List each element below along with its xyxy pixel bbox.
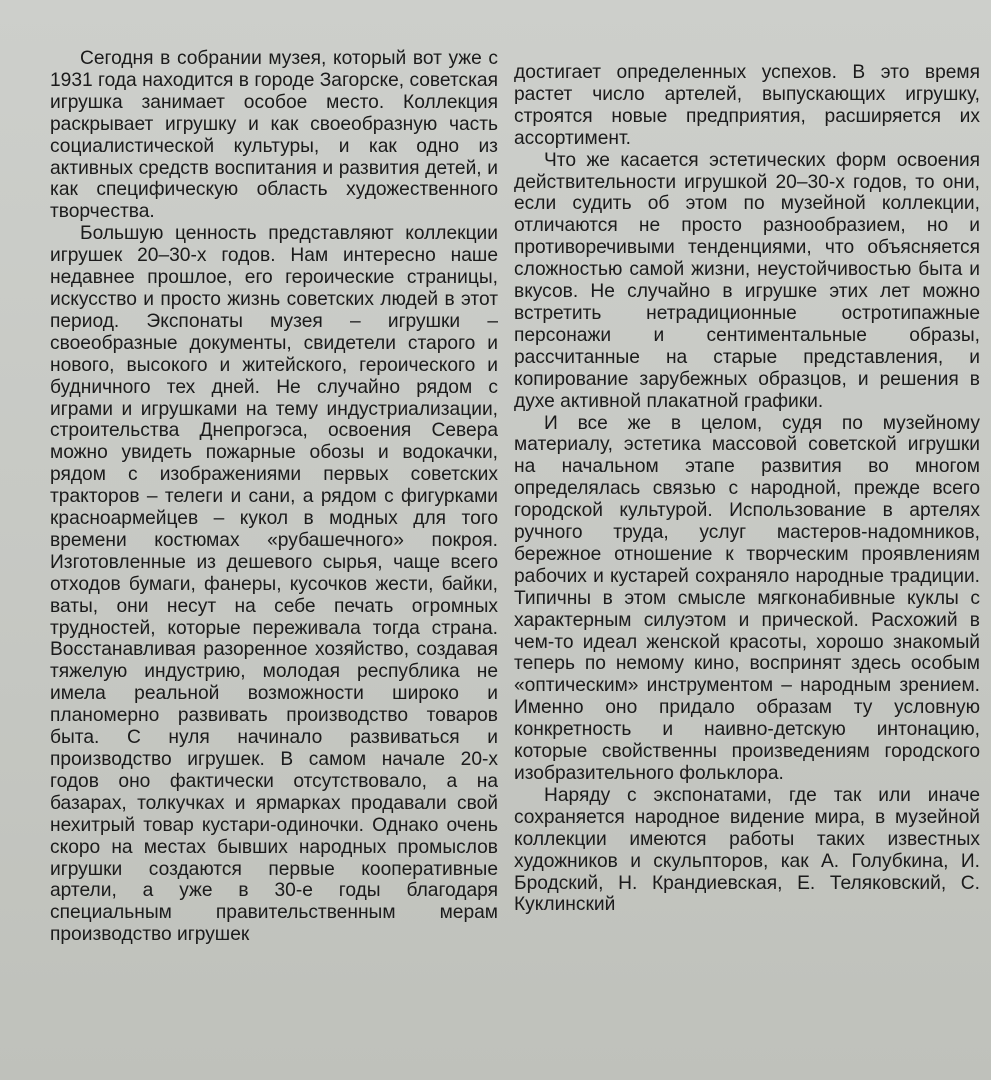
paragraph: Сегодня в собрании музея, который вот уже с 1931 года находится в городе Загорске, советская игрушка занимает особое место. Коллекция раскрывает игрушку и как своеобразную часть социалистической культуры, и как одно из активных средств воспитания и развития детей, и как специфическую область художественного творчества. [50, 48, 498, 223]
paragraph: И все же в целом, судя по музейному материалу, эстетика массовой советской игрушки на начальном этапе развития во многом определялась связью с народной, прежде всего городской культурой. Использование в артелях ручного труда, услуг мастеров-надомников, бережное отношение к творческим проявлениям рабочих и кустарей сохраняло народные традиции. Типичны в этом смысле мягконабивные куклы с характерным силуэтом и прической. Расхожий в чем-то идеал женской красоты, хорошо знакомый теперь по немому кино, воспринят здесь особым «оптическим» инструментом – народным зрением. Именно оно придало образам ту условную конкретность и наивно-детскую интонацию, которые свойственны произведениям городского изобразительного фольклора. [514, 412, 980, 784]
paragraph: Наряду с экспонатами, где так или иначе сохраняется народное видение мира, в музейной коллекции имеются работы таких известных художников и скульпторов, как А. Голубкина, И. Бродский, Н. Крандиевская, Е. Теляковский, С. Куклинский [514, 784, 980, 916]
paragraph: Большую ценность представляют коллекции игрушек 20–30-х годов. Нам интересно наше недавнее прошлое, его героические страницы, искусство и просто жизнь советских людей в этот период. Экспонаты музея – игрушки – своеобразные документы, свидетели старого и нового, высокого и житейского, героического и будничного тех дней. Не случайно рядом с играми и игрушками на тему индустриализации, строительства Днепрогэса, освоения Севера можно увидеть пожарные обозы и водокачки, рядом с изображениями первых советских тракторов – телеги и сани, а рядом с фигурками красноармейцев – кукол в модных для того времени костюмах «рубашечного» покроя. Изготовленные из дешевого сырья, чаще всего отходов бумаги, фанеры, кусочков жести, байки, ваты, они несут на себе печать огромных трудностей, которые переживала тогда страна. Восстанавливая разоренное хозяйство, создавая тяжелую индустрию, молодая республика не имела реальной возможности широко и планомерно развивать производство товаров быта. С нуля начинало развиваться и производство игрушек. В самом начале 20-х годов оно фактически отсутствовало, а на базарах, толкучках и ярмарках продавали свой нехитрый товар кустари-одиночки. Однако очень скоро на местах бывших народных промыслов игрушки создаются первые кооперативные артели, а уже в 30-е годы благодаря специальным правительственным мерам производство игрушек [50, 223, 498, 946]
left-text-column [50, 48, 498, 1080]
paragraph-continuation: достигает определенных успехов. В это время растет число артелей, выпускающих игрушку, строятся новые предприятия, расширяется их ассортимент. [514, 62, 980, 149]
paragraph: Что же касается эстетических форм освоения действительности игрушкой 20–30-х годов, то они, если судить об этом по музейной коллекции, отличаются не просто разнообразием, но и противоречивыми тенденциями, что объясняется сложностью самой жизни, неустойчивостью быта и вкусов. Не случайно в игрушке этих лет можно встретить нетрадиционные остротипажные персонажи и сентиментальные образы, рассчитанные на старые представления, и копирование зарубежных образцов, и решения в духе активной плакатной графики. [514, 149, 980, 412]
right-text-column [514, 62, 980, 1080]
